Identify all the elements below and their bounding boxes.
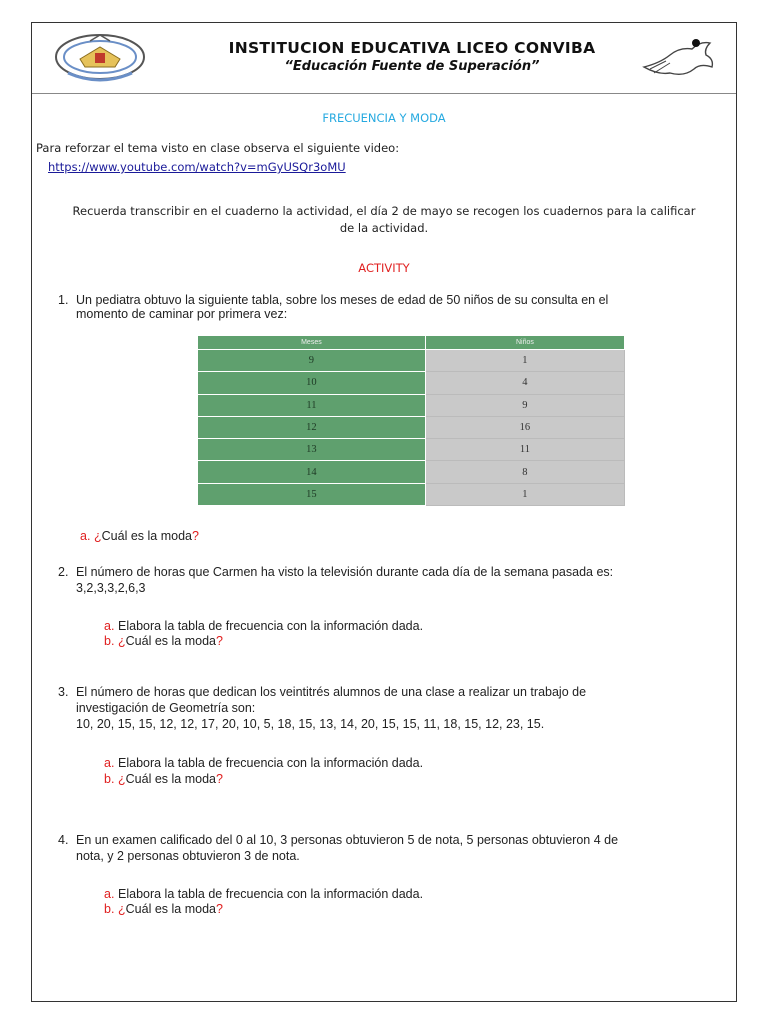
question-text: Un pediatra obtuvo la siguiente tabla, sobre los meses de edad de 50 niños de su consulta en el — [76, 293, 609, 307]
item-text: Elabora la tabla de frecuencia con la información dada. — [118, 619, 424, 633]
table-row — [198, 439, 625, 461]
table-cell-ninos: 4 — [425, 372, 624, 394]
question-4-line-2: nota, y 2 personas obtuvieron 3 de nota. — [76, 849, 300, 863]
open-question-mark: ¿ — [118, 772, 126, 786]
table-cell-ninos: 9 — [425, 394, 624, 416]
page-title: FRECUENCIA Y MODA — [322, 111, 446, 125]
question-3-item-b — [104, 772, 223, 787]
table-cell-meses: 12 — [198, 416, 426, 438]
question-text: El número de horas que dedican los veintitrés alumnos de una clase a realizar un trabajo de — [76, 685, 587, 699]
table-cell-ninos: 16 — [425, 416, 624, 438]
question-4-item-b — [104, 902, 223, 917]
table-cell-ninos: 1 — [425, 350, 624, 372]
item-text: Cuál es la moda — [125, 634, 216, 648]
video-link[interactable]: https://www.youtube.com/watch?v=mGyUSQr3oMU — [48, 160, 346, 174]
item-letter: b. — [104, 772, 115, 786]
table-cell-ninos: 8 — [425, 461, 624, 483]
question-text: El número de horas que Carmen ha visto la televisión durante cada día de la semana pasada es: — [76, 565, 614, 579]
open-question-mark: ¿ — [118, 902, 126, 916]
table-cell-meses: 14 — [198, 461, 426, 483]
question-number: 4. — [58, 833, 69, 847]
question-3 — [58, 685, 734, 700]
question-3-line-2: investigación de Geometría son: — [76, 701, 256, 715]
table-cell-meses: 11 — [198, 394, 426, 416]
header-ninos: Niños — [425, 336, 624, 350]
item-letter: a. — [80, 529, 91, 543]
institution-name: INSTITUCION EDUCATIVA LICEO CONVIBA — [228, 39, 596, 57]
question-4 — [58, 833, 736, 848]
close-question-mark: ? — [191, 529, 199, 543]
question-number: 1. — [58, 293, 69, 307]
item-letter: a. — [104, 887, 115, 901]
table-cell-meses: 10 — [198, 372, 426, 394]
table-row — [198, 416, 625, 438]
item-text: Elabora la tabla de frecuencia con la información dada. — [118, 756, 424, 770]
question-2 — [58, 565, 734, 580]
question-4-item-a — [104, 887, 423, 902]
question-2-item-b — [104, 634, 223, 649]
item-letter: b. — [104, 634, 115, 648]
item-text: Cuál es la moda — [101, 529, 192, 543]
document-page — [31, 22, 737, 1002]
reminder-line-2: de la actividad. — [339, 221, 429, 235]
item-text: Cuál es la moda — [125, 902, 216, 916]
question-number: 3. — [58, 685, 69, 699]
question-2-line-2: 3,2,3,3,2,6,3 — [76, 581, 146, 595]
item-letter: a. — [104, 619, 115, 633]
activity-title: ACTIVITY — [358, 261, 410, 275]
table-row — [198, 394, 625, 416]
intro-text: Para reforzar el tema visto en clase observa el siguiente video: — [36, 141, 400, 155]
item-letter: a. — [104, 756, 115, 770]
question-1 — [58, 293, 734, 308]
question-3-data: 10, 20, 15, 15, 12, 12, 17, 20, 10, 5, 18, 15, 13, 14, 20, 15, 15, 11, 18, 15, 12, 23, 15. — [76, 717, 545, 731]
dove-logo — [640, 33, 720, 85]
table-cell-meses: 15 — [198, 483, 426, 505]
frequency-table — [197, 335, 625, 506]
item-text: Elabora la tabla de frecuencia con la información dada. — [118, 887, 424, 901]
question-3-item-a — [104, 756, 423, 771]
close-question-mark: ? — [215, 634, 223, 648]
table-cell-meses: 9 — [198, 350, 426, 372]
table-row — [198, 372, 625, 394]
question-text: En un examen calificado del 0 al 10, 3 personas obtuvieron 5 de nota, 5 personas obtuvieron 4 de — [76, 833, 619, 847]
institution-motto: “Educación Fuente de Superación” — [284, 59, 540, 74]
document-header — [32, 23, 736, 94]
question-2-item-a — [104, 619, 423, 634]
table-cell-meses: 13 — [198, 439, 426, 461]
item-letter: b. — [104, 902, 115, 916]
table-row — [198, 461, 625, 483]
reminder-line-1: Recuerda transcribir en el cuaderno la actividad, el día 2 de mayo se recogen los cuadernos para la calificar — [72, 204, 696, 218]
table-row — [198, 483, 625, 505]
table-row — [198, 350, 625, 372]
table-cell-ninos: 11 — [425, 439, 624, 461]
question-number: 2. — [58, 565, 69, 579]
open-question-mark: ¿ — [94, 529, 102, 543]
item-text: Cuál es la moda — [125, 772, 216, 786]
open-question-mark: ¿ — [118, 634, 126, 648]
header-meses: Meses — [198, 336, 426, 350]
question-1-item-a — [80, 529, 199, 544]
table-cell-ninos: 1 — [425, 483, 624, 505]
close-question-mark: ? — [215, 902, 223, 916]
school-crest-logo — [50, 29, 150, 89]
question-1-line-2: momento de caminar por primera vez: — [76, 307, 288, 321]
close-question-mark: ? — [215, 772, 223, 786]
table-header-row — [198, 336, 625, 350]
